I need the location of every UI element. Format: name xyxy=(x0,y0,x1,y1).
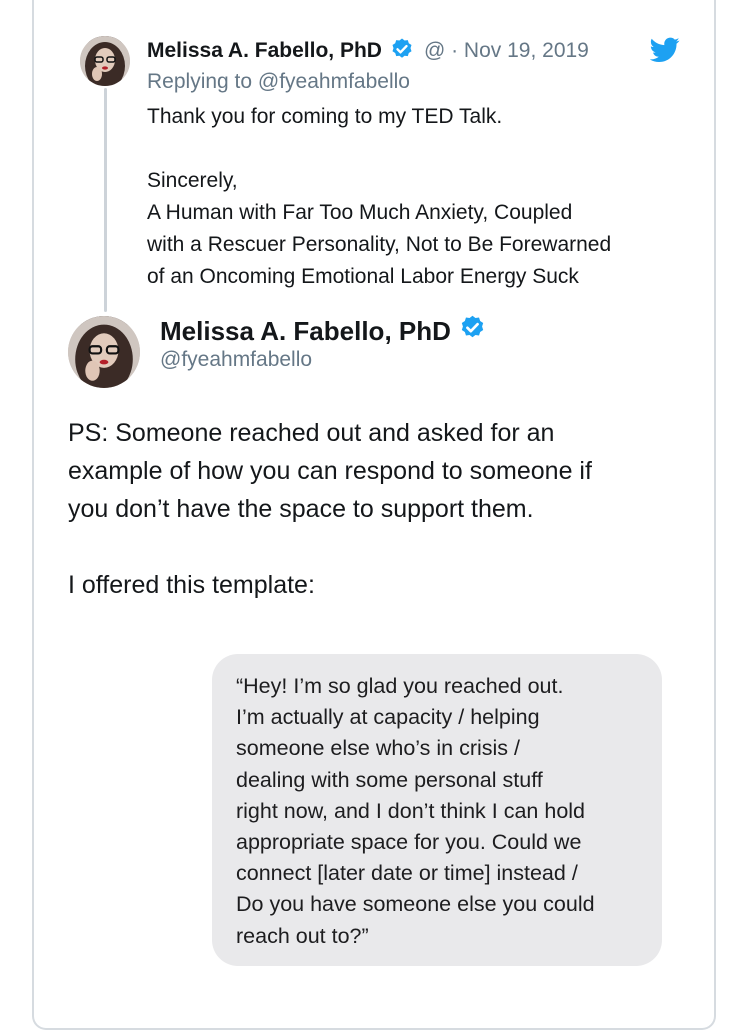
tweet-meta[interactable]: @ · Nov 19, 2019 xyxy=(423,39,589,62)
message-bubble-text xyxy=(236,671,656,952)
bubble-line: appropriate space for you. Could we xyxy=(236,830,582,855)
avatar[interactable] xyxy=(80,36,130,86)
replying-to-label[interactable]: Replying to @fyeahmfabello xyxy=(147,70,410,93)
tweet-header xyxy=(147,34,687,68)
avatar[interactable] xyxy=(68,316,140,388)
tweet-text-line: I offered this template: xyxy=(68,571,315,599)
verified-badge-icon xyxy=(459,314,486,348)
author-name[interactable]: Melissa A. Fabello, PhD xyxy=(147,39,382,62)
tweet-text-line: you don’t have the space to support them. xyxy=(68,495,534,523)
author-name[interactable]: Melissa A. Fabello, PhD xyxy=(160,315,451,346)
bubble-line: “Hey! I’m so glad you reached out. xyxy=(236,674,564,698)
bubble-line: Do you have someone else you could xyxy=(236,892,595,917)
tweet-text-line: PS: Someone reached out and asked for an xyxy=(68,419,555,447)
bubble-line: reach out to?” xyxy=(236,923,369,948)
tweet-text-line: of an Oncoming Emotional Labor Energy Suck xyxy=(147,265,579,288)
bubble-line: I’m actually at capacity / helping xyxy=(236,705,540,730)
bubble-line: right now, and I don’t think I can hold xyxy=(236,798,586,823)
tweet-text-line: example of how you can respond to someone if xyxy=(68,457,592,485)
tweet-text-line: Sincerely, xyxy=(147,169,238,192)
author-name-row xyxy=(160,314,486,348)
tweet-body xyxy=(147,101,707,293)
avatar-image xyxy=(80,36,130,86)
tweet-text-line: Thank you for coming to my TED Talk. xyxy=(147,105,503,128)
bubble-line: connect [later date or time] instead / xyxy=(236,861,578,886)
bubble-line: dealing with some personal stuff xyxy=(236,767,543,792)
tweet-text-line: with a Rescuer Personality, Not to Be Forewarned xyxy=(147,233,612,256)
tweet-body xyxy=(68,414,688,604)
verified-badge-icon xyxy=(390,37,414,66)
twitter-bird-icon[interactable] xyxy=(650,37,680,63)
author-handle[interactable]: @fyeahmfabello xyxy=(160,348,313,371)
thread-connector-line xyxy=(104,88,107,312)
avatar-image xyxy=(68,316,140,388)
bubble-line: someone else who’s in crisis / xyxy=(236,736,521,761)
tweet-text-line: A Human with Far Too Much Anxiety, Coupled xyxy=(147,201,573,224)
